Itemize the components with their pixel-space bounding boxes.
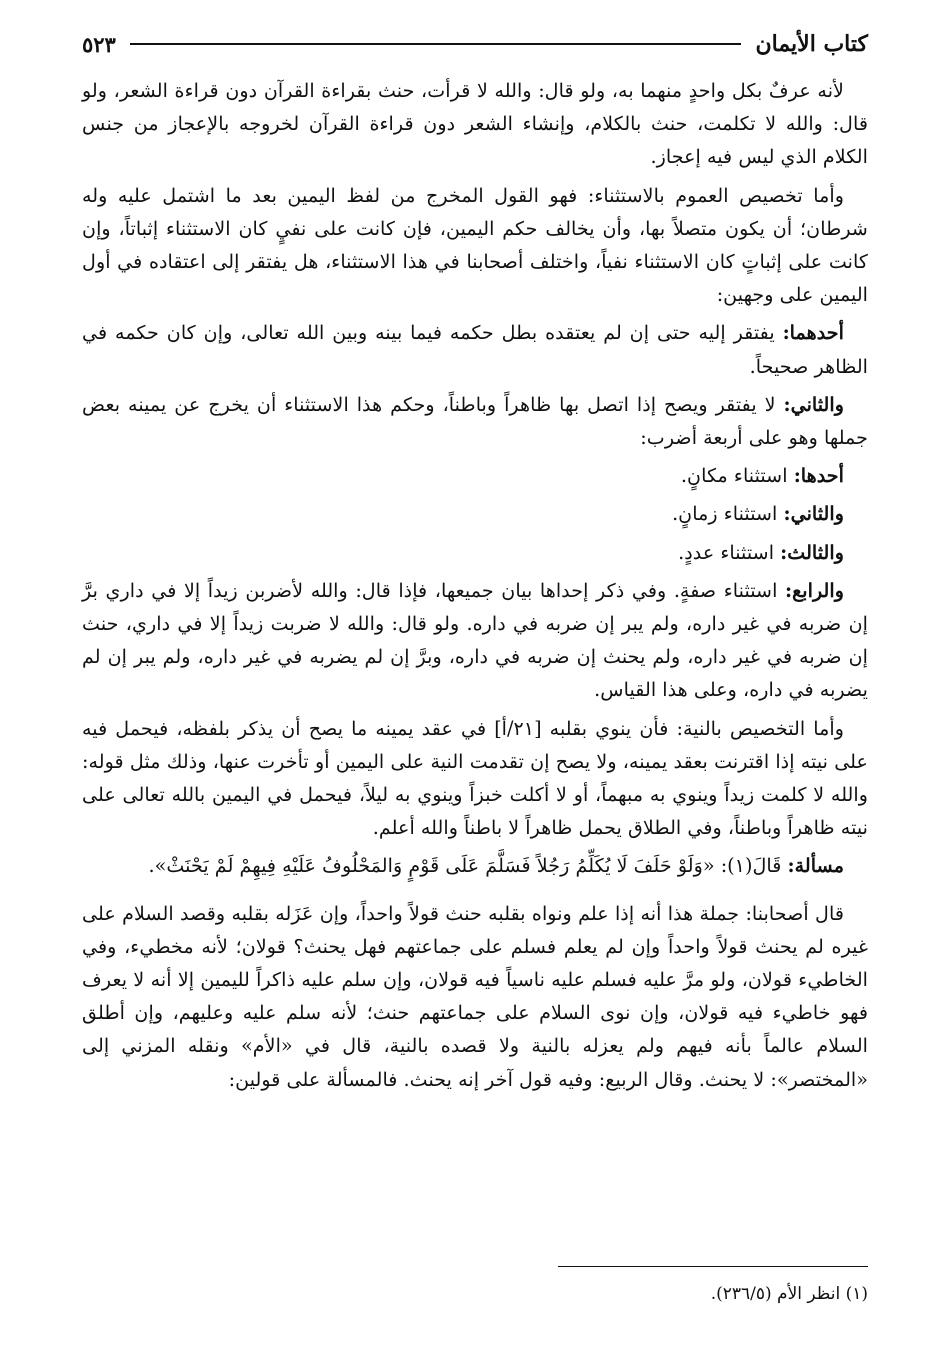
paragraph-11 bbox=[82, 897, 868, 1096]
paragraph-6 bbox=[82, 497, 868, 530]
paragraph-1 bbox=[82, 74, 868, 174]
paragraph-2 bbox=[82, 179, 868, 312]
paragraph-lead: مسألة: bbox=[787, 854, 844, 878]
paragraph-lead: أحدهما: bbox=[782, 321, 844, 345]
page-header bbox=[82, 22, 868, 66]
paragraph-text: لا يفتقر ويصح إذا اتصل بها ظاهراً وباطناً، وحكم هذا الاستثناء أن يخرج عن يمينه بعض جملها وهو على أربعة أضرب: bbox=[82, 392, 868, 450]
page-body bbox=[82, 74, 868, 1096]
paragraph-4 bbox=[82, 388, 868, 454]
paragraph-7 bbox=[82, 536, 868, 569]
paragraph-text: قَالَ(١): «وَلَوْ حَلَفَ لَا يُكَلِّمُ رَجُلاً فَسَلَّمَ عَلَى قَوْمٍ وَالمَحْلُوفُ عَلَيْهِ فِيهِمْ لَمْ يَحْنَثْ». bbox=[148, 854, 788, 878]
paragraph-text: وأما التخصيص بالنية: فأن ينوي بقلبه [٢١/أ] في عقد يمينه ما يصح أن يذكر بلفظه، فيحمل فيه على نيته إذا اقترنت بعقد يمينه، ولا يصح إن تقدمت النية على اليمين أو تأخرت عنها، وذلك مثل قوله: والله لا كلمت زيداً وينوي به مبهماً، أو لا أكلت خبزاً وينوي به ليلاً، فيحمل في اليمين بالله تعالى على نيته ظاهراً وباطناً، وفي الطلاق يحمل ظاهراً لا باطناً والله أعلم. bbox=[82, 716, 868, 840]
paragraph-lead: والثاني: bbox=[783, 392, 844, 416]
header-rule bbox=[130, 43, 742, 45]
paragraph-text: استثناء صفةٍ. وفي ذكر إحداها بيان جميعها، فإذا قال: والله لأضربن زيداً إلا في داري برَّ إن ضربه في غير داره، ولم يبر إن ضربه في داره. ولو قال: والله لا ضربت زيداً إلا في داري، حنث إن ضربه في غير داره، ولم يحنث إن ضربه في داره، وبرَّ إن لم يضربه في غير داره، ولم يبر إن لم يضربه في داره، وعلى هذا القياس. bbox=[82, 578, 868, 702]
paragraph-10 bbox=[82, 849, 868, 882]
book-page bbox=[82, 22, 868, 1342]
paragraph-text: استثناء مكانٍ. bbox=[680, 464, 794, 488]
footnote: (١) انظر الأم (٢٣٦/٥). bbox=[710, 1284, 868, 1304]
paragraph-9 bbox=[82, 712, 868, 845]
paragraph-text: وأما تخصيص العموم بالاستثناء: فهو القول المخرج من لفظ اليمين بعد ما اشتمل عليه وله شرطان؛ أن يكون متصلاً بها، وأن يخالف حكم اليمين، فإن كانت على نفيٍ كان الاستثناء إثباتاً، وإن كانت على إثباتٍ كان الاستثناء نفياً، واختلف أصحابنا في هذا الاستثناء، هل يفتقر إلى اعتقاده في أول اليمين على وجهين: bbox=[82, 183, 868, 307]
paragraph-text: استثناء زمانٍ. bbox=[672, 502, 784, 526]
paragraph-lead: أحدها: bbox=[793, 464, 844, 488]
paragraph-text: قال أصحابنا: جملة هذا أنه إذا علم ونواه بقلبه حنث قولاً واحداً، وإن عَزَله بقلبه وقصد السلام على غيره لم يحنث قولاً واحداً وإن لم يعلم فسلم على جماعتهم فهل يحنث؟ قولان؛ لأنه مخطيء، وفي الخاطيء قولان، ولو مرَّ عليه فسلم عليه ناسياً فيه قولان، وإن سلم عليه ذاكراً لليمين إلا أنه لا يعرف فهو خاطيء فيه قولان، وإن نوى السلام على جماعتهم حنث؛ لأنه سلم عليه وعليهم، وإن أطلق السلام عالماً بأنه فيهم ولم يعزله بالنية ولا قصده بالنية، قال في «الأم» ونقله المزني إلى «المختصر»: لا يحنث. وقال الربيع: وفيه قول آخر إنه يحنث. فالمسألة على قولين: bbox=[82, 901, 868, 1091]
paragraph-text: يفتقر إليه حتى إن لم يعتقده بطل حكمه فيما بينه وبين الله تعالى، وإن كان حكمه في الظاهر صحيحاً. bbox=[82, 321, 868, 378]
paragraph-lead: والثاني: bbox=[783, 502, 844, 526]
paragraph-3 bbox=[82, 316, 868, 382]
running-title: كتاب الأيمان bbox=[755, 31, 868, 57]
paragraph-5 bbox=[82, 459, 868, 492]
paragraph-8 bbox=[82, 574, 868, 707]
paragraph-text: لأنه عرفٌ بكل واحدٍ منهما به، ولو قال: والله لا قرأت، حنث بقراءة القرآن دون قراءة الشعر، ولو قال: والله لا تكلمت، حنث بالكلام، وإنشاء الشعر دون قراءة القرآن لخروجه بالإعجاز من جنس الكلام الذي ليس فيه إعجاز. bbox=[82, 79, 868, 169]
paragraph-lead: والثالث: bbox=[780, 540, 844, 564]
paragraph-text: استثناء عددٍ. bbox=[678, 540, 781, 564]
paragraph-lead: والرابع: bbox=[785, 578, 844, 602]
footnote-separator bbox=[558, 1266, 868, 1267]
page-number: ٥٢٣ bbox=[82, 31, 116, 57]
